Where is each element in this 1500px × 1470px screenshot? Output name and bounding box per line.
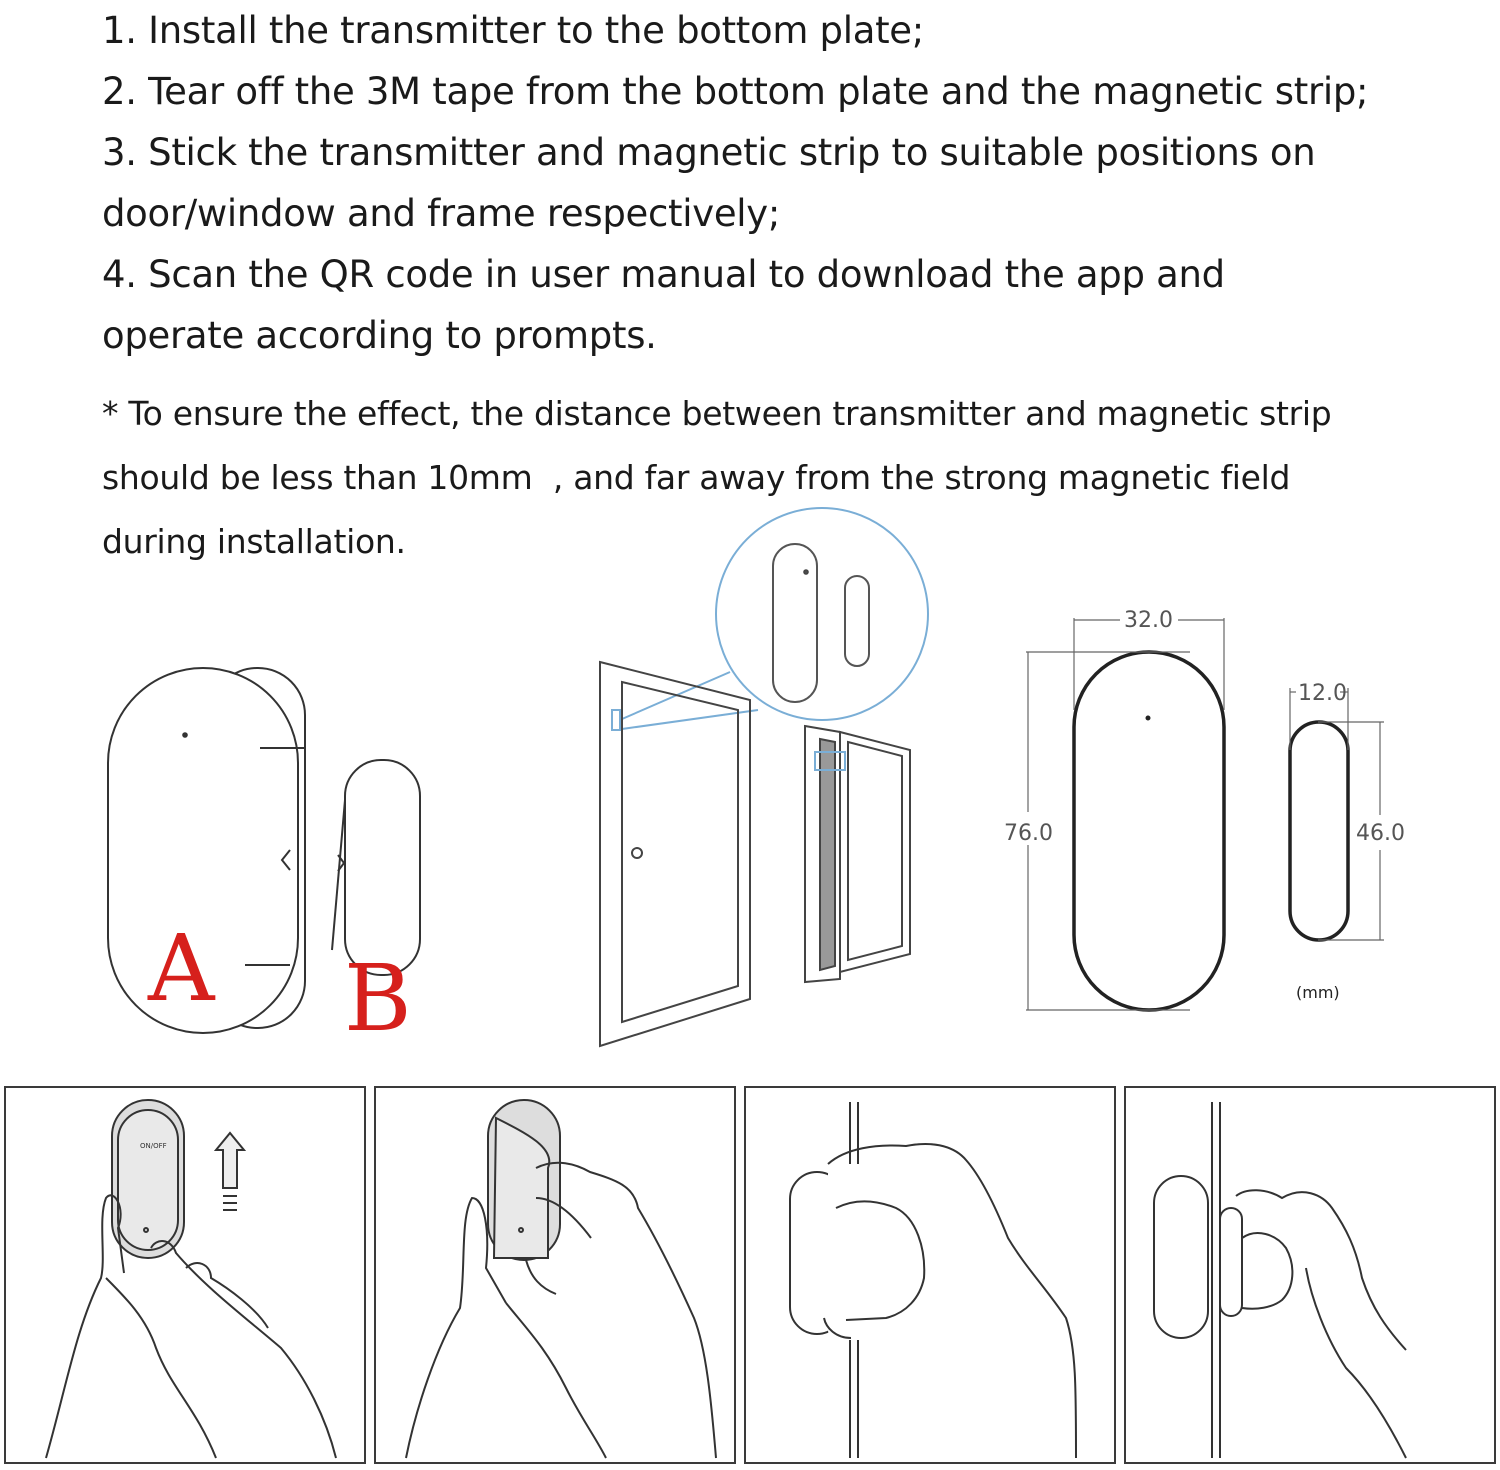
- up-arrow-icon: [216, 1133, 244, 1188]
- note-line-3: during installation.: [102, 522, 406, 561]
- step-panel-4: [1124, 1086, 1496, 1464]
- instructions: [102, 0, 1462, 366]
- magnet-outline: [1290, 722, 1348, 940]
- step-1: 1. Install the transmitter to the bottom plate;: [102, 9, 924, 52]
- note-line-1: * To ensure the effect, the distance between transmitter and magnetic strip: [102, 394, 1332, 433]
- step-3-line-1: 3. Stick the transmitter and magnetic strip to suitable positions on: [102, 131, 1316, 174]
- note-line-2: should be less than 10mm , and far away from the strong magnetic field: [102, 458, 1291, 497]
- width-a-label: 32.0: [1124, 608, 1173, 633]
- product-illustration: [100, 660, 540, 1080]
- step-4-line-2: operate according to prompts.: [102, 314, 657, 357]
- width-b-label: 12.0: [1298, 681, 1347, 706]
- hand-holding-device-icon: [6, 1088, 368, 1466]
- label-b: B: [344, 945, 412, 1052]
- magnifier-icon: [716, 508, 928, 720]
- door-diagram-icon: [580, 514, 940, 1054]
- label-a: A: [148, 915, 215, 1022]
- magnet-b-icon: [332, 760, 420, 975]
- height-b-label: 46.0: [1356, 821, 1405, 846]
- hand-mounting-magnet-icon: [1126, 1088, 1498, 1466]
- svg-text:ON/OFF: ON/OFF: [140, 1142, 167, 1150]
- step-3-line-2: door/window and frame respectively;: [102, 192, 781, 235]
- step-panel-1: [4, 1086, 366, 1464]
- hand-mounting-transmitter-icon: [746, 1088, 1118, 1466]
- unit-label: (mm): [1296, 983, 1340, 1002]
- step-4-line-1: 4. Scan the QR code in user manual to download the app and: [102, 253, 1225, 296]
- step-panel-3: [744, 1086, 1116, 1464]
- step-panel-2: [374, 1086, 736, 1464]
- hands-peeling-tape-icon: [376, 1088, 738, 1466]
- dimension-drawing: [1000, 600, 1440, 1020]
- height-a-label: 76.0: [1004, 821, 1053, 846]
- transmitter-outline: [1074, 652, 1224, 1010]
- step-2: 2. Tear off the 3M tape from the bottom plate and the magnetic strip;: [102, 70, 1369, 113]
